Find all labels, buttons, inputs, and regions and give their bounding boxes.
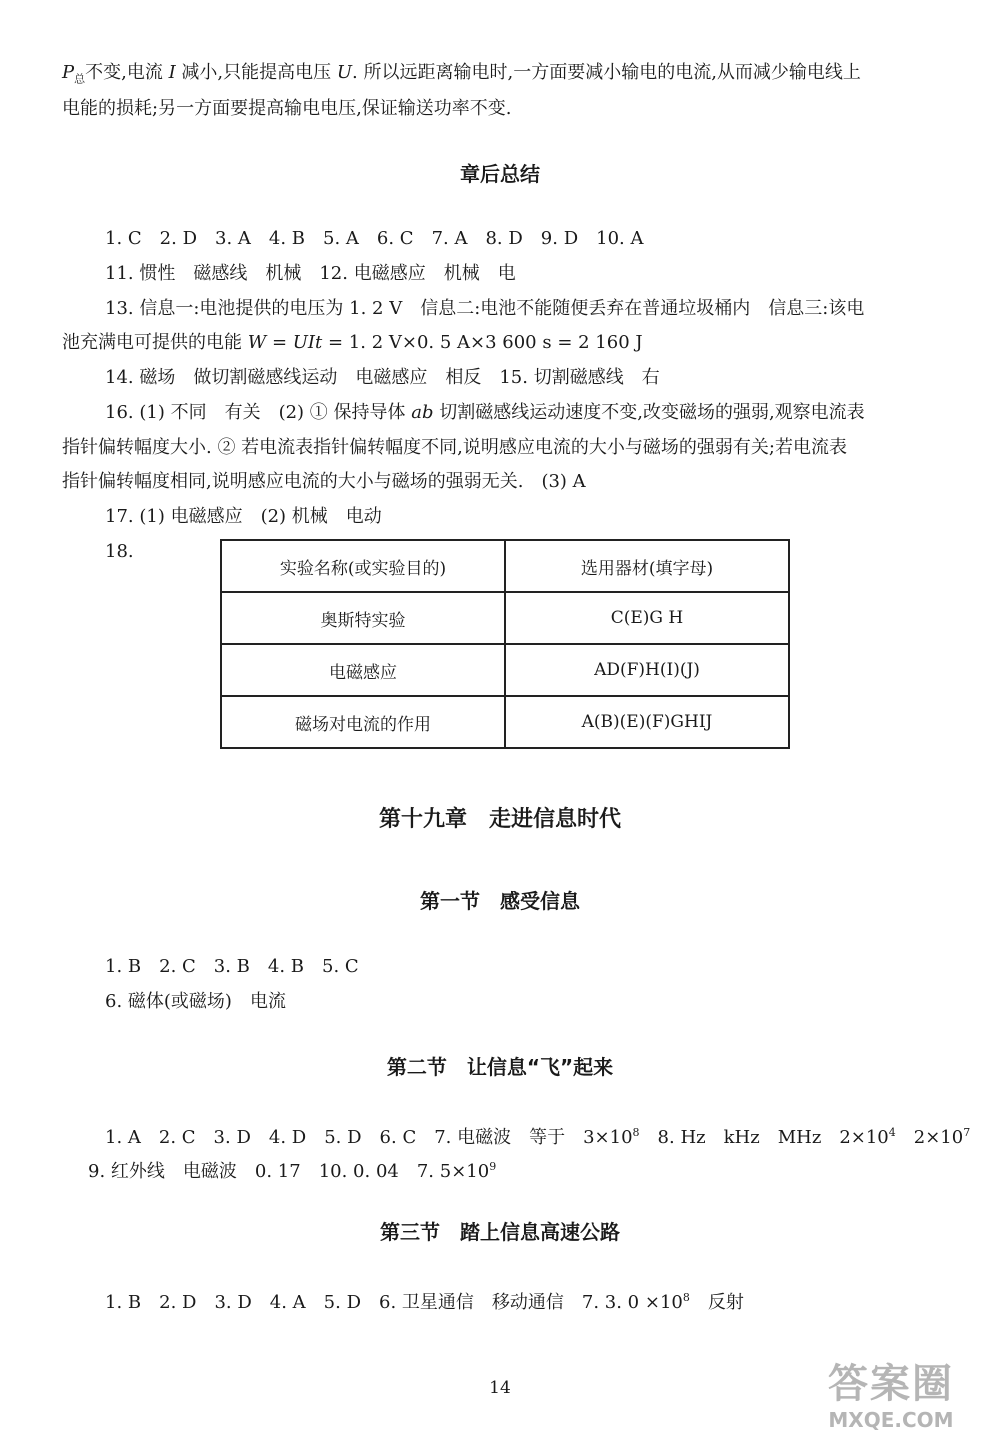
watermark-url: MXQE.COM xyxy=(828,1408,954,1432)
table-cell: 奥斯特实验 xyxy=(221,592,505,644)
table-cell: 磁场对电流的作用 xyxy=(221,696,505,748)
table-cell: C(E)G H xyxy=(505,592,789,644)
exponent: 7 xyxy=(963,1126,971,1139)
section-2-answers-2 xyxy=(88,1155,496,1184)
answer-text: = 1. 2 V×0. 5 A×3 600 s = 2 160 J xyxy=(322,332,643,353)
answers-14-15: 14. 磁场 做切割磁感线运动 电磁感应 相反 15. 切割磁感线 右 xyxy=(105,367,660,388)
intro-text: 不变,电流 xyxy=(85,62,169,83)
answer-text: 切割磁感线运动速度不变,改变磁场的强弱,观察电流表 xyxy=(433,402,865,423)
table-row xyxy=(221,644,789,696)
exponent: 9 xyxy=(489,1160,497,1173)
section-1-answers-1: 1. B 2. C 3. B 4. B 5. C xyxy=(105,956,359,977)
intro-line-2: 电能的损耗;另一方面要提高输电电压,保证输送功率不变. xyxy=(62,98,512,119)
table-row xyxy=(221,592,789,644)
answer-16-line-1 xyxy=(105,401,865,425)
answer-text: 8. Hz kHz MHz 2×10 xyxy=(639,1127,889,1148)
answer-text: 反射 xyxy=(689,1292,744,1313)
formula: W = UIt xyxy=(247,332,323,353)
exponent: 8 xyxy=(682,1291,690,1304)
watermark-logo xyxy=(796,1360,986,1436)
page-number: 14 xyxy=(489,1378,511,1398)
answer-13-line-2 xyxy=(62,331,643,355)
power-symbol: P xyxy=(62,62,75,83)
exponent: 4 xyxy=(888,1126,896,1139)
section-3-answers xyxy=(105,1286,744,1315)
answers-1-10: 1. C 2. D 3. A 4. B 5. A 6. C 7. A 8. D 9. D 10. A xyxy=(105,228,644,249)
intro-line-1 xyxy=(62,61,861,92)
exponent: 8 xyxy=(632,1126,640,1139)
answer-17: 17. (1) 电磁感应 (2) 机械 电动 xyxy=(105,506,382,527)
answer-text: 1. A 2. C 3. D 4. D 5. D 6. C 7. 电磁波 等于 3×10 xyxy=(105,1127,633,1148)
table-row xyxy=(221,696,789,748)
answer-text: 1. B 2. D 3. D 4. A 5. D 6. 卫星通信 移动通信 7. 3. 0 ×10 xyxy=(105,1292,683,1313)
answer-18-table xyxy=(220,539,790,749)
answer-18-label: 18. xyxy=(105,541,134,562)
chapter-title: 第十九章 走进信息时代 xyxy=(378,807,621,832)
answers-11-12: 11. 惯性 磁感线 机械 12. 电磁感应 机械 电 xyxy=(105,263,516,284)
table-header: 实验名称(或实验目的) xyxy=(221,540,505,592)
summary-title: 章后总结 xyxy=(460,162,540,186)
watermark-logo-text: 答案圈 xyxy=(828,1361,954,1407)
intro-text: . 所以远距离输电时,一方面要减小输电的电流,从而减少输电线上 xyxy=(352,62,861,83)
voltage-symbol: U xyxy=(336,62,353,83)
table-cell: 电磁感应 xyxy=(221,644,505,696)
section-1-answers-2: 6. 磁体(或磁场) 电流 xyxy=(105,991,286,1012)
table-header-row xyxy=(221,540,789,592)
table-header: 选用器材(填字母) xyxy=(505,540,789,592)
section-2-answers-1 xyxy=(105,1121,970,1150)
section-1-title: 第一节 感受信息 xyxy=(420,889,580,913)
answer-text: 9. 红外线 电磁波 0. 17 10. 0. 04 7. 5×10 xyxy=(88,1161,490,1182)
power-subscript: 总 xyxy=(74,72,86,86)
answer-text: 池充满电可提供的电能 xyxy=(62,332,248,353)
answer-16-line-2: 指针偏转幅度大小. ② 若电流表指针偏转幅度不同,说明感应电流的大小与磁场的强弱有关;若电流表 xyxy=(62,437,847,458)
answer-13-line-1: 13. 信息一:电池提供的电压为 1. 2 V 信息二:电池不能随便丢弃在普通垃圾桶内 信息三:该电 xyxy=(105,298,865,319)
intro-text: 减小,只能提高电压 xyxy=(175,62,337,83)
section-3-title: 第三节 踏上信息高速公路 xyxy=(380,1220,620,1244)
conductor-label: ab xyxy=(411,402,434,423)
answer-text: 2×10 xyxy=(895,1127,964,1148)
section-2-title: 第二节 让信息“飞”起来 xyxy=(386,1055,614,1079)
answer-16-line-3: 指针偏转幅度相同,说明感应电流的大小与磁场的强弱无关. (3) A xyxy=(62,471,586,492)
table-cell: AD(F)H(I)(J) xyxy=(505,644,789,696)
table-cell: A(B)(E)(F)GHIJ xyxy=(505,696,789,748)
current-symbol: I xyxy=(168,62,176,83)
answer-text: 16. (1) 不同 有关 (2) ① 保持导体 xyxy=(105,402,412,423)
